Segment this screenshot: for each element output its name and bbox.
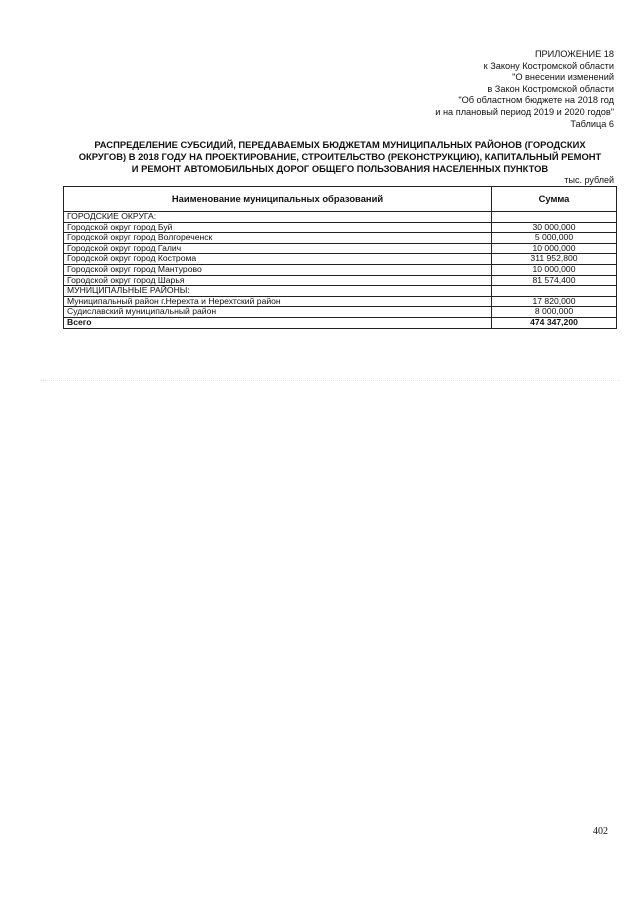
- total-label: Всего: [64, 317, 492, 328]
- table-row: [64, 286, 617, 297]
- table-row: [64, 233, 617, 244]
- table-cell-name: Муниципальный район г.Нерехта и Нерехтский район: [64, 296, 492, 307]
- document-title-line: РАСПРЕДЕЛЕНИЕ СУБСИДИЙ, ПЕРЕДАВАЕМЫХ БЮДЖЕТАМ МУНИЦИПАЛЬНЫХ РАЙОНОВ (ГОРОДСКИХ: [94, 139, 586, 150]
- document-title-line: ОКРУГОВ) В 2018 ГОДУ НА ПРОЕКТИРОВАНИЕ, СТРОИТЕЛЬСТВО (РЕКОНСТРУКЦИЮ), КАПИТАЛЬНЫЙ РЕМОНТ: [78, 151, 602, 162]
- table-cell-amount: 311 952,800: [492, 254, 617, 265]
- table-cell-name: Городской округ город Галич: [64, 243, 492, 254]
- total-amount: 474 347,200: [492, 317, 617, 328]
- table-cell-amount: 10 000,000: [492, 264, 617, 275]
- table-cell-amount: [492, 212, 617, 223]
- appendix-header: [294, 49, 614, 130]
- table-cell-amount: 10 000,000: [492, 243, 617, 254]
- table-row: [64, 222, 617, 233]
- scan-dotted-artifact: [40, 380, 620, 382]
- appendix-header-line: и на плановый период 2019 и 2020 годов": [435, 106, 614, 117]
- appendix-header-line: ПРИЛОЖЕНИЕ 18: [534, 49, 614, 59]
- table-cell-amount: 5 000,000: [492, 233, 617, 244]
- table-cell-name: Городской округ город Шарья: [64, 275, 492, 286]
- appendix-header-line: к Закону Костромской области: [483, 60, 614, 71]
- table-row: [64, 264, 617, 275]
- appendix-header-line: "О внесении изменений: [512, 72, 614, 83]
- table-cell-name: МУНИЦИПАЛЬНЫЕ РАЙОНЫ:: [64, 286, 492, 297]
- table-cell-name: Городской округ город Волгореченск: [64, 233, 492, 244]
- table-row: [64, 296, 617, 307]
- appendix-header-line: "Об областном бюджете на 2018 год: [458, 95, 614, 106]
- table-cell-name: ГОРОДСКИЕ ОКРУГА:: [64, 212, 492, 223]
- column-header-name: Наименование муниципальных образований: [64, 187, 492, 212]
- subsidy-table: [63, 186, 617, 329]
- table-cell-name: Городской округ город Мантурово: [64, 264, 492, 275]
- table-row: [64, 212, 617, 223]
- table-cell-amount: 17 820,000: [492, 296, 617, 307]
- table-row: [64, 243, 617, 254]
- table-row: [64, 307, 617, 318]
- table-cell-name: Судиславский муниципальный район: [64, 307, 492, 318]
- page-number: 402: [593, 826, 608, 837]
- table-cell-name: Городской округ город Буй: [64, 222, 492, 233]
- table-total-row: [64, 317, 617, 328]
- table-number: Таблица 6: [570, 118, 614, 129]
- table-header-row: [64, 187, 617, 212]
- table-cell-amount: [492, 286, 617, 297]
- table-row: [64, 254, 617, 265]
- unit-label: тыс. рублей: [564, 175, 614, 185]
- column-header-amount: Сумма: [492, 187, 617, 212]
- table-cell-amount: 8 000,000: [492, 307, 617, 318]
- document-title-line: И РЕМОНТ АВТОМОБИЛЬНЫХ ДОРОГ ОБЩЕГО ПОЛЬЗОВАНИЯ НАСЕЛЕННЫХ ПУНКТОВ: [131, 163, 549, 174]
- table-cell-name: Городской округ город Кострома: [64, 254, 492, 265]
- document-title: [60, 139, 620, 175]
- appendix-header-line: в Закон Костромской области: [487, 83, 614, 94]
- table-cell-amount: 81 574,400: [492, 275, 617, 286]
- table-cell-amount: 30 000,000: [492, 222, 617, 233]
